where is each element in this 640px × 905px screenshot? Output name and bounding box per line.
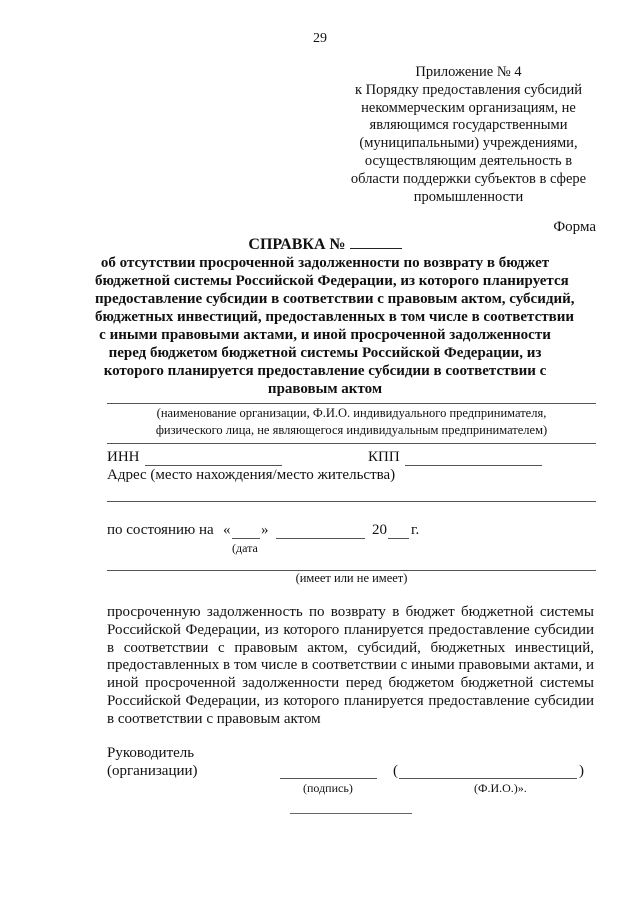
organization-caption [107, 405, 596, 439]
appendix-line: некоммерческим организациям, не [361, 99, 576, 116]
signature-caption: (подпись) [303, 781, 353, 795]
address-field[interactable] [107, 501, 596, 502]
inn-label: ИНН [107, 449, 140, 465]
organization-caption-line: (наименование организации, Ф.И.О. индивидуального предпринимателя, [156, 406, 547, 420]
fio-field[interactable] [399, 778, 577, 779]
document-title [95, 236, 575, 398]
closing-divider [290, 813, 412, 814]
date-caption: (дата [232, 541, 258, 555]
year-prefix: 20 [372, 522, 387, 538]
organization-name-line-2[interactable] [107, 443, 596, 444]
organization-name-field[interactable] [107, 403, 596, 404]
head-label: Руководитель [107, 745, 195, 761]
fio-caption: (Ф.И.О.)». [474, 781, 527, 795]
title-line: с иными правовыми актами, и иной просроченной задолженности [99, 327, 551, 343]
inn-field[interactable] [145, 465, 282, 466]
title-line: бюджетных инвестиций, предоставленных в том числе в соответствии [95, 309, 574, 325]
title-line: перед бюджетом бюджетной системы Российской Федерации, из [108, 345, 542, 361]
date-day-field[interactable] [232, 538, 260, 539]
appendix-line: (муниципальными) учреждениями, [359, 135, 578, 152]
address-label: Адрес (место нахождения/место жительства) [107, 467, 396, 483]
fio-close-paren: ) [579, 763, 584, 779]
date-year-field[interactable] [388, 538, 409, 539]
date-open-quote: « [223, 522, 231, 538]
as-of-label: по состоянию на [107, 522, 214, 538]
date-month-field[interactable] [276, 538, 365, 539]
appendix-line: области поддержки субъектов в сфере [350, 170, 587, 187]
appendix-line: являющимся государственными [369, 117, 568, 134]
head-org-label: (организации) [107, 763, 198, 779]
date-close-quote: » [261, 522, 269, 538]
title-line: которого планируется предоставление субсидии в соответствии с [103, 363, 547, 379]
form-label: Форма [553, 219, 596, 235]
signature-field[interactable] [280, 778, 377, 779]
appendix-line: осуществляющим деятельность в [364, 152, 573, 169]
year-suffix: г. [411, 522, 420, 538]
appendix-header [330, 64, 607, 206]
body-paragraph: просроченную задолженность по возврату в бюджет бюджетной системы Российской Федерации, из которого планируется предоставление субсидии в соответствии с правовым актом, субсидий, бюджетных инвестиций, предоставленных в том числе в соответствии с иными правовыми актами, и иной просроченной задолженности перед бюджетом бюджетной системы Российской Федерации, из которого планируется предоставление субсидии в соответствии с правовым актом [107, 604, 594, 727]
kpp-label: КПП [368, 449, 400, 465]
fio-open-paren: ( [393, 763, 398, 779]
kpp-field[interactable] [405, 465, 542, 466]
organization-caption-line: физического лица, не являющегося индивидуальным предпринимателем) [155, 423, 548, 437]
page-number: 29 [313, 31, 327, 46]
appendix-line: Приложение № 4 [415, 64, 522, 80]
title-line: правовым актом [267, 381, 383, 397]
title-line: предоставление субсидии в соответствии с правовым актом, субсидий, [95, 291, 575, 307]
appendix-line: промышленности [413, 188, 524, 205]
title-line: бюджетной системы Российской Федерации, из которого планируется [95, 273, 569, 289]
has-caption: (имеет или не имеет) [295, 571, 408, 585]
title-heading: СПРАВКА № [248, 236, 346, 253]
title-heading-row [95, 236, 555, 254]
appendix-line: к Порядку предоставления субсидий [355, 81, 582, 98]
certificate-number-field[interactable] [350, 248, 402, 249]
title-line: об отсутствии просроченной задолженности по возврату в бюджет [100, 255, 550, 271]
